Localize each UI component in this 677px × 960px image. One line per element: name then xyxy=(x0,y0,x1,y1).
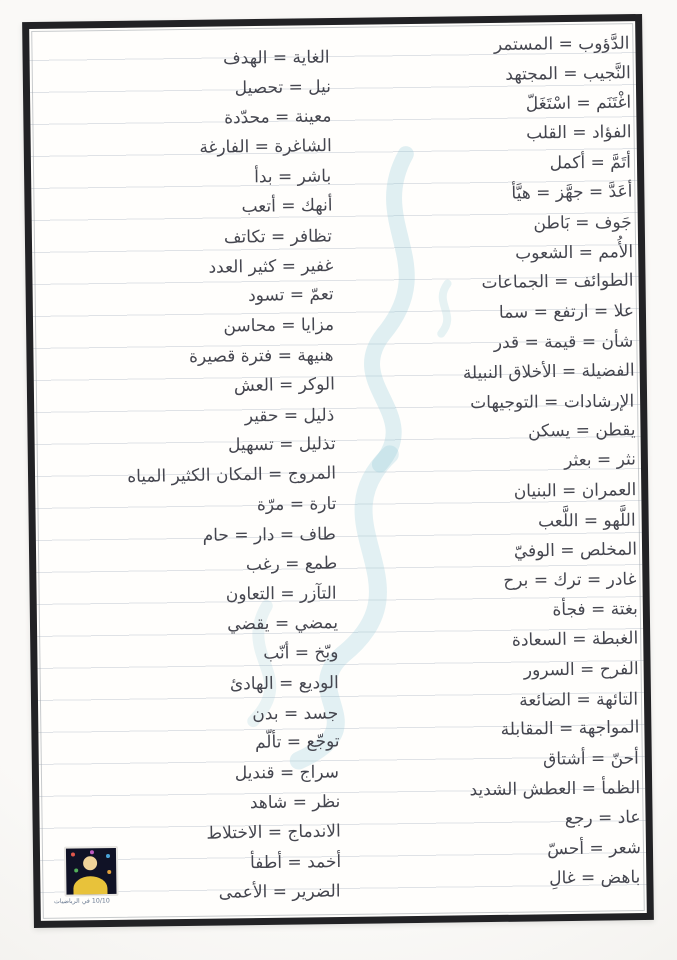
vocab-entry: أحنّ = أشتاق xyxy=(542,748,639,770)
vocab-entry: هنيهة = فترة قصيرة xyxy=(188,345,334,367)
vocab-entry: نثر = بعثر xyxy=(563,449,637,471)
vocab-entry: بغتة = فجأة xyxy=(552,599,638,621)
vocab-entry: الطوائف = الجماعات xyxy=(481,270,634,294)
vocab-entry: اللَّهو = اللَّعب xyxy=(537,510,636,532)
vocab-entry: التائهة = الضائعة xyxy=(519,689,639,711)
vocab-entry: الوكر = العش xyxy=(233,374,336,396)
vocab-entry: الشاغرة = الفارغة xyxy=(199,136,332,159)
vocab-entry: عاد = رجع xyxy=(564,807,641,829)
vocab-entry: المروج = المكان الكثير المياه xyxy=(127,463,337,488)
vocab-entry: طمع = رغب xyxy=(245,552,338,575)
vocab-entry: يقطن = يسكن xyxy=(527,420,636,442)
vocab-entry: نيل = تحصيل xyxy=(234,76,332,99)
vocab-entry: غادر = ترك = برح xyxy=(503,569,637,592)
vocab-entry: الوديع = الهادئ xyxy=(229,672,339,695)
vocab-entry: العمران = البنيان xyxy=(513,480,637,502)
vocab-entry: الفضيلة = الأخلاق النبيلة xyxy=(462,360,635,384)
vocab-entry: أنهك = أتعب xyxy=(241,195,333,217)
cartoon-figure xyxy=(83,856,97,870)
vocab-entry: سراج = قنديل xyxy=(234,762,340,784)
vocab-entry: شعر = أحسّ xyxy=(547,837,642,859)
vocab-entry: باشر = بدأ xyxy=(254,166,332,188)
worksheet-page xyxy=(22,14,654,928)
vocab-entry: معينة = محدّدة xyxy=(223,106,332,128)
vocab-entry: مزايا = محاسن xyxy=(223,315,335,337)
vocab-entry: نظر = شاهد xyxy=(249,791,341,814)
vocab-entry: الظمأ = العطش الشديد xyxy=(469,777,641,801)
vocab-entry: المواجهة = المقابلة xyxy=(500,717,640,741)
vocab-entry: تعمّ = تسود xyxy=(247,284,334,307)
vocab-column-right xyxy=(350,29,641,897)
vocab-entry: التآزر = التعاون xyxy=(225,583,337,605)
vocab-entry: الاندماج = الاختلاط xyxy=(206,821,341,844)
vocab-entry: أخمد = أطفأ xyxy=(249,851,342,873)
vocab-entry: علا = ارتفع = سما xyxy=(498,301,635,324)
vocab-entry: الضرير = الأعمى xyxy=(218,881,341,903)
vocab-entry: أعَدَّ = جهَّز = هيَّأ xyxy=(511,181,633,204)
confetti-dot xyxy=(71,852,75,856)
vocab-entry: الغبطة = السعادة xyxy=(511,628,639,651)
vocab-entry: اغْتَنَم = اسْتَغَلّ xyxy=(525,92,632,114)
vocab-entry: أتَمَّ = أكمل xyxy=(549,152,632,174)
vocab-entry: تارة = مرّة xyxy=(256,493,337,516)
vocab-entry: الفؤاد = القلب xyxy=(526,122,632,144)
vocab-entry: طاف = دار = حام xyxy=(202,524,336,546)
vocab-entry: باهض = غالِ xyxy=(549,867,641,889)
confetti-dot xyxy=(106,854,110,858)
vocab-entry: الإرشادات = التوجيهات xyxy=(470,391,635,413)
vocab-entry: الفرح = السرور xyxy=(523,658,639,681)
vocab-entry: تذليل = تسهيل xyxy=(227,434,336,456)
vocab-entry: الغاية = الهدف xyxy=(223,47,330,69)
vocab-entry: تظافر = تكاتف xyxy=(223,226,333,248)
vocab-entry: شأن = قيمة = قدر xyxy=(493,331,634,353)
vocab-entry: الأُمم = الشعوب xyxy=(515,241,634,264)
award-sticker-caption: 10/10 في الرياضيات xyxy=(53,897,110,905)
confetti-dot xyxy=(90,850,94,854)
vocab-entry: جَوف = بَاطن xyxy=(533,212,632,234)
vocab-entry: توجّع = تألّم xyxy=(254,731,340,754)
vocab-entry: يمضي = يقضي xyxy=(227,613,339,635)
vocab-entry: المخلص = الوفيّ xyxy=(513,539,638,562)
award-sticker xyxy=(53,846,123,907)
award-sticker-image xyxy=(64,846,119,897)
confetti-dot xyxy=(74,868,78,872)
vocab-entry: جسد = بدن xyxy=(252,703,339,724)
vocab-entry: الدَّؤوب = المستمر xyxy=(493,33,630,55)
vocab-column-left xyxy=(40,43,341,911)
cartoon-figure-body xyxy=(73,876,107,897)
vocab-entry: ذليل = حقير xyxy=(244,405,335,426)
vocab-entry: النَّجيب = المجتهد xyxy=(505,62,631,85)
vocab-entry: وبّخ = أنّب xyxy=(263,642,339,664)
vocab-entry: غفير = كثير العدد xyxy=(208,255,334,278)
confetti-dot xyxy=(107,870,111,874)
